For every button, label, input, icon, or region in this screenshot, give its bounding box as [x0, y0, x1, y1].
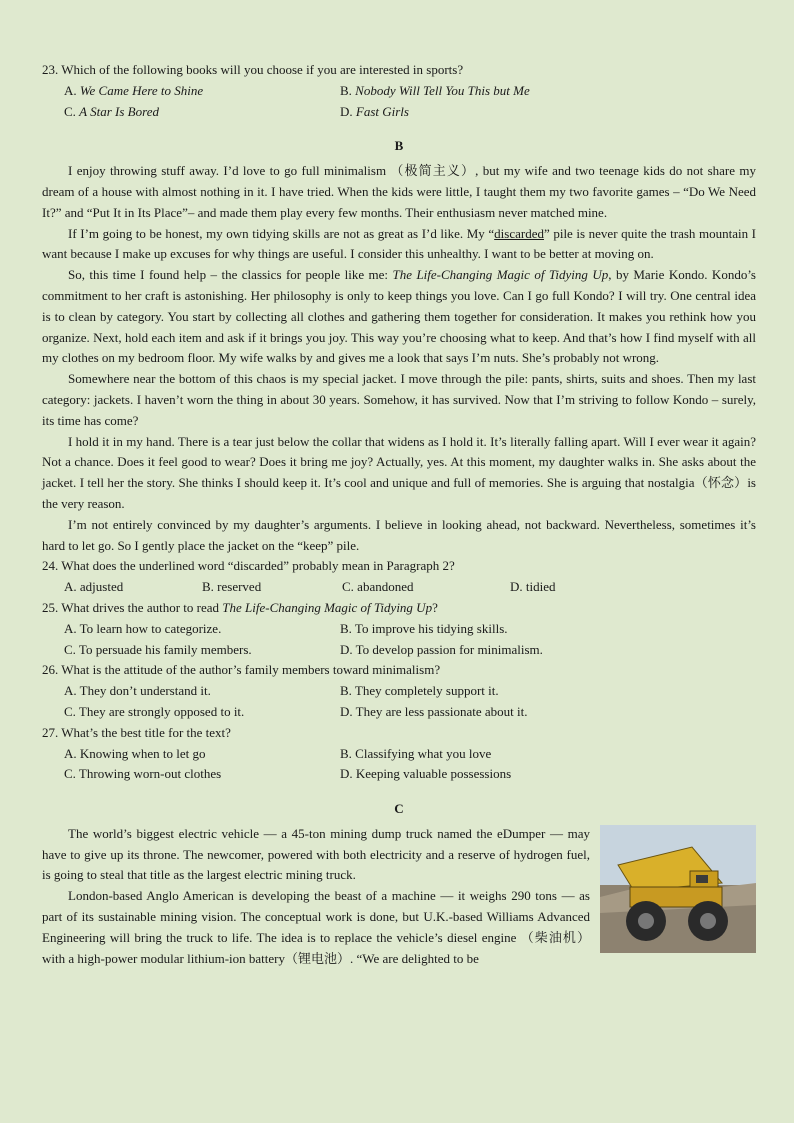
question-23	[42, 60, 756, 122]
option-a[interactable]: A. They don’t understand it.	[64, 683, 211, 699]
question-27	[42, 723, 756, 785]
question-26	[42, 660, 756, 722]
options-row	[64, 640, 756, 661]
paragraph: I enjoy throwing stuff away. I’d love to go full minimalism （极简主义）, but my wife and two teenage kids do not share my dream of a house with almost nothing in it. I have tried. When the kids were little, I taught them my two favorite games – “Do We Need It?” and “Put It in Its Place”– and made them play every few months. Their enthusiasm never matched mine.	[42, 163, 756, 220]
passage-b	[42, 161, 756, 556]
section-c-title: C	[394, 801, 404, 817]
paragraph: I hold it in my hand. There is a tear just below the collar that widens as I hold it. It’s literally falling apart. Will I ever wear it again? Not a chance. Does it feel good to wear? Does it bring me joy? Actually, yes. At this moment, my daughter walks in. She asks about the jacket. I tell her the story. She thinks I should keep it. It’s cool and unique and full of memories. She is arguing that nostalgia（怀念）is the very reason.	[42, 433, 756, 511]
paragraph: Somewhere near the bottom of this chaos is my special jacket. I move through the pile: pants, shirts, suits and shoes. Then my last category: jackets. I haven’t worn the thing in about 30 years. Somehow, it has survived. Now that I’m striving to follow Kondo – surely, its time has come?	[42, 371, 756, 428]
book-title: The Life-Changing Magic of Tidying Up	[392, 267, 609, 283]
paragraph: So, this time I found help – the classics for people like me: The Life-Changing Magic of Tidying Up, by Marie Kondo. Kondo’s commitment to her craft is astonishing. Her philosophy is only to keep things you love. Can I go full Kondo? I will try. One central idea is to clean by category. You start by collecting all clothes and gathering them together for consideration. It makes you rethink how you organize. Next, hold each item and ask if it brings you joy. This way you’re choosing what to keep. And that’s how I find myself with all my clothes on my bedroom floor. My wife walks by and gives me a look that says I’m nuts. She’s probably not wrong.	[42, 267, 756, 366]
option-d[interactable]: D. Keeping valuable possessions	[340, 766, 512, 782]
option-d[interactable]: D. tidied	[510, 579, 556, 595]
option-c[interactable]: C. A Star Is Bored	[64, 103, 159, 119]
mining-truck-photo	[600, 825, 756, 953]
paragraph: London-based Anglo American is developing the beast of a machine — it weighs 290 tons — as part of its sustainable mining vision. The conceptual work is done, but U.K.-based Williams Advanced Engineering will bring the truck to life. The idea is to replace the vehicle’s diesel engine （柴油机）with a high-power modular lithium-ion battery（锂电池）. “We are delighted to be	[42, 888, 590, 966]
options-row	[64, 702, 756, 723]
question-25	[42, 598, 756, 660]
option-b[interactable]: B. Nobody Will Tell You This but Me	[340, 82, 530, 98]
paragraph: The world’s biggest electric vehicle — a 45-ton mining dump truck named the eDumper — may have to give up its throne. The newcomer, powered with both electricity and a reserve of hydrogen fuel, is going to steal that title as the largest electric mining truck.	[42, 825, 590, 883]
options-row	[64, 764, 756, 785]
option-d[interactable]: D. Fast Girls	[340, 103, 409, 119]
options-row	[64, 744, 756, 765]
option-c[interactable]: C. Throwing worn-out clothes	[64, 766, 222, 782]
option-b[interactable]: B. reserved	[202, 579, 262, 595]
options-row	[64, 102, 756, 123]
options-row	[64, 81, 756, 102]
exam-page	[42, 60, 756, 969]
paragraph: If I’m going to be honest, my own tidying skills are not as great as I’d like. My “discarded” pile is never quite the trash mountain I want because I make up excuses for why things are useful. I consider this unhealthy. I want to be better at moving on.	[42, 225, 756, 262]
options-row	[64, 681, 756, 702]
options-row	[64, 577, 756, 598]
question-stem: 27. What’s the best title for the text?	[42, 724, 231, 740]
option-c[interactable]: C. abandoned	[342, 579, 414, 595]
question-stem: 23. Which of the following books will you choose if you are interested in sports?	[42, 62, 464, 77]
truck-illustration	[600, 825, 756, 953]
underlined-word: discarded	[494, 225, 544, 241]
option-d[interactable]: D. To develop passion for minimalism.	[340, 641, 543, 657]
option-d[interactable]: D. They are less passionate about it.	[340, 703, 528, 719]
option-a[interactable]: A. We Came Here to Shine	[64, 82, 204, 98]
option-b[interactable]: B. Classifying what you love	[340, 745, 492, 761]
paragraph: I’m not entirely convinced by my daughter’s arguments. I believe in looking ahead, not backward. Nevertheless, sometimes it’s hard to let go. So I gently place the jacket on the “keep” pile.	[42, 516, 756, 553]
question-stem: 25. What drives the author to read The Life-Changing Magic of Tidying Up?	[42, 599, 438, 615]
section-b-title: B	[394, 138, 404, 154]
question-stem: 26. What is the attitude of the author’s family members toward minimalism?	[42, 662, 441, 678]
question-24	[42, 556, 756, 598]
option-b[interactable]: B. To improve his tidying skills.	[340, 620, 508, 636]
option-a[interactable]: A. To learn how to categorize.	[64, 620, 222, 636]
option-b[interactable]: B. They completely support it.	[340, 683, 499, 699]
option-c[interactable]: C. They are strongly opposed to it.	[64, 703, 245, 719]
passage-c	[42, 824, 756, 970]
question-stem: 24. What does the underlined word “discarded” probably mean in Paragraph 2?	[42, 558, 455, 574]
options-row	[64, 619, 756, 640]
option-c[interactable]: C. To persuade his family members.	[64, 641, 252, 657]
option-a[interactable]: A. adjusted	[64, 579, 124, 595]
option-a[interactable]: A. Knowing when to let go	[64, 745, 206, 761]
